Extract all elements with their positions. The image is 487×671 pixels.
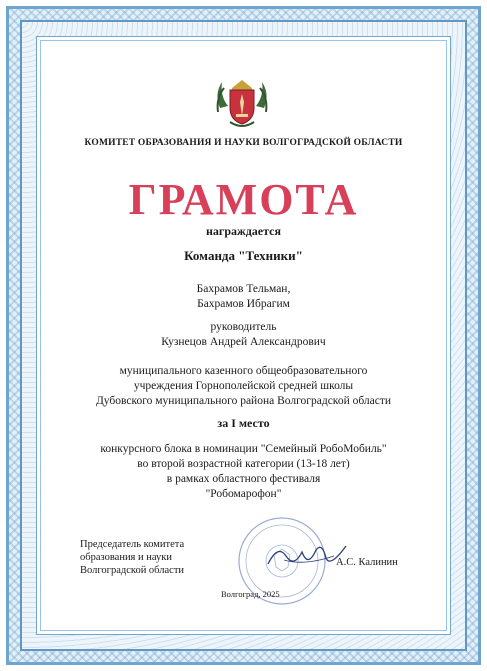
- nomination-line: в рамках областного фестиваля: [166, 473, 321, 485]
- leader-label: руководитель: [210, 321, 277, 333]
- signer-name: А.С. Калинин: [336, 557, 398, 568]
- chair-title: [80, 538, 184, 577]
- chair-line: образования и науки: [80, 552, 172, 563]
- certificate-title: ГРАМОТА: [128, 175, 359, 224]
- nomination-line: конкурсного блока в номинации "Семейный РобоМобиль": [100, 443, 387, 455]
- school-line: учреждения Горнополейской средней школы: [133, 380, 354, 392]
- team-name: Команда "Техники": [184, 248, 303, 263]
- chair-line: Председатель комитета: [80, 539, 185, 550]
- school-block: [0, 364, 487, 409]
- nomination-line: "Робомарофон": [205, 488, 282, 500]
- member-name: Бахрамов Ибрагим: [197, 298, 290, 310]
- members-block: [0, 282, 487, 312]
- chair-line: Волгоградской области: [80, 565, 185, 576]
- award-place: за I место: [217, 416, 270, 430]
- place-date: Волгоград, 2025: [221, 589, 280, 599]
- school-line: муниципального казенного общеобразовательного: [119, 365, 368, 377]
- leader-name: Кузнецов Андрей Александрович: [161, 336, 326, 348]
- nomination-block: [0, 442, 487, 502]
- school-line: Дубовского муниципального района Волгоградской области: [95, 395, 392, 407]
- member-name: Бахрамов Тельман,: [196, 283, 291, 295]
- volgograd-coat-of-arms-icon: [210, 68, 274, 132]
- nomination-line: во второй возрастной категории (13-18 лет): [137, 458, 350, 470]
- leader-block: [0, 320, 487, 350]
- issuer-committee: КОМИТЕТ ОБРАЗОВАНИЯ И НАУКИ ВОЛГОГРАДСКОЙ ОБЛАСТИ: [84, 138, 403, 148]
- awarded-label: награждается: [206, 224, 281, 238]
